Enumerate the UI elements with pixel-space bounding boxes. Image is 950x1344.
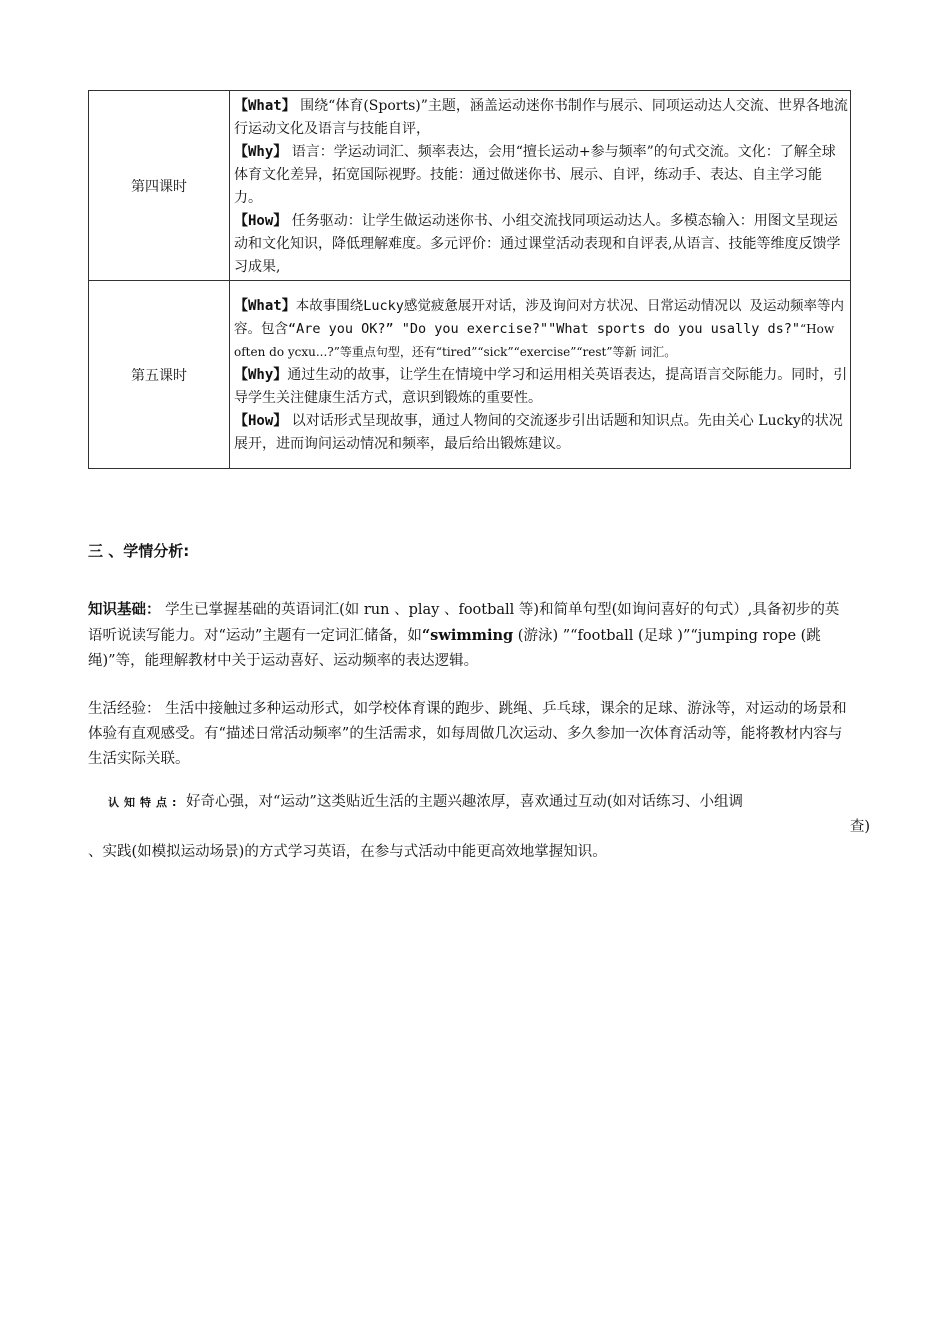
lesson-name-cell: 第四课时 xyxy=(89,91,230,281)
what-text: 围绕“体育(Sports)”主题，涵盖运动迷你书制作与展示、同项运动达人交流、世界各地流行运动文化及语言与技能自评， xyxy=(234,97,848,137)
how-tag: 【How】 xyxy=(234,212,288,229)
why-text: 语言：学运动词汇、频率表达，会用“擅长运动+参与频率”的句式交流。文化：了解全球体育文化差异，拓宽国际视野。技能：通过做迷你书、展示、自评，练动手、表达、自主学习能力。 xyxy=(234,143,836,206)
why-paragraph xyxy=(234,141,848,210)
how-paragraph xyxy=(234,410,848,456)
knowledge-text-a: 学生已掌握基础的英语词汇(如 run 、play 、football 等)和简单句型(如询问喜好的句式）,具备初步的英语听说读写能力。对“运动”主题有一定词汇储备，如 xyxy=(88,602,840,644)
why-text: 通过生动的故事，让学生在情境中学习和运用相关英语表达，提高语言交际能力。同时，引导学生关注健康生活方式，意识到锻炼的重要性。 xyxy=(234,367,848,406)
lesson-content-cell xyxy=(230,281,851,469)
how-text: 以对话形式呈现故事，通过人物间的交流逐步引出话题和知识点。先由关心 Lucky的状况展开，进而询问运动情况和频率，最后给出锻炼建议。 xyxy=(234,413,843,452)
life-text: 生活中接触过多种运动形式，如学校体育课的跑步、跳绳、乒乓球，课余的足球、游泳等，对运动的场景和体验有直观感受。有“描述日常活动频率”的生活需求，如每周做几次运动、多久参加一次体育活动等，能将教材内容与生活实际关联。 xyxy=(88,701,847,767)
lesson-name-cell: 第五课时 xyxy=(89,281,230,469)
how-paragraph xyxy=(234,210,848,279)
how-tag: 【How】 xyxy=(234,413,288,429)
knowledge-label: 知识基础： xyxy=(88,602,161,618)
knowledge-swimming: “swimming xyxy=(421,627,514,644)
lesson-content-cell xyxy=(230,91,851,281)
life-experience-paragraph xyxy=(88,697,853,772)
what-text: 本故事围绕Lucky感觉疲惫展开对话，涉及询问对方状况、日常运动情况以 及运动频率等内容。包含“Are you OK?” "Do you exercise?""What sports do you usally ds?" xyxy=(234,298,844,337)
lesson-plan-table xyxy=(88,90,851,469)
table-row xyxy=(89,91,851,281)
cognition-paragraph xyxy=(88,790,870,865)
why-paragraph xyxy=(234,364,848,410)
what-paragraph xyxy=(234,95,848,141)
knowledge-paragraph xyxy=(88,598,853,674)
cognition-label: 认知特点: xyxy=(108,796,182,809)
what-text-vocab: 等重点句型，还有“tired”“sick”“exercise”“rest”等新 词汇。 xyxy=(339,345,677,359)
table-row xyxy=(89,281,851,469)
cognition-text-end: 查) xyxy=(849,819,870,835)
why-tag: 【Why】 xyxy=(234,143,288,160)
cognition-text-b: 、实践(如模拟运动场景)的方式学习英语，在参与式活动中能更高效地掌握知识。 xyxy=(88,844,607,860)
life-label: 生活经验： xyxy=(88,701,161,717)
knowledge-text-b: (游泳) ”“football (足球 )”“jumping rope (跳绳)”等，能理解教材中关于运动喜好、运动频率的表达逻辑。 xyxy=(88,628,821,669)
cognition-text-a: 好奇心强，对“运动”这类贴近生活的主题兴趣浓厚，喜欢通过互动(如对话练习、小组调 xyxy=(181,794,743,810)
what-text-question: “How often do ycxu...?” xyxy=(234,322,835,359)
why-tag: 【Why】 xyxy=(234,367,288,383)
how-text: 任务驱动：让学生做运动迷你书、小组交流找同项运动达人。多模态输入：用图文呈现运动和文化知识，降低理解难度。多元评价：通过课堂活动表现和自评表,从语言、技能等维度反馈学习成果, xyxy=(234,212,841,275)
section-heading: 三 、学情分析: xyxy=(88,542,190,560)
what-paragraph xyxy=(234,295,848,364)
what-tag: 【What】 xyxy=(234,298,296,314)
what-tag: 【What】 xyxy=(234,97,296,114)
